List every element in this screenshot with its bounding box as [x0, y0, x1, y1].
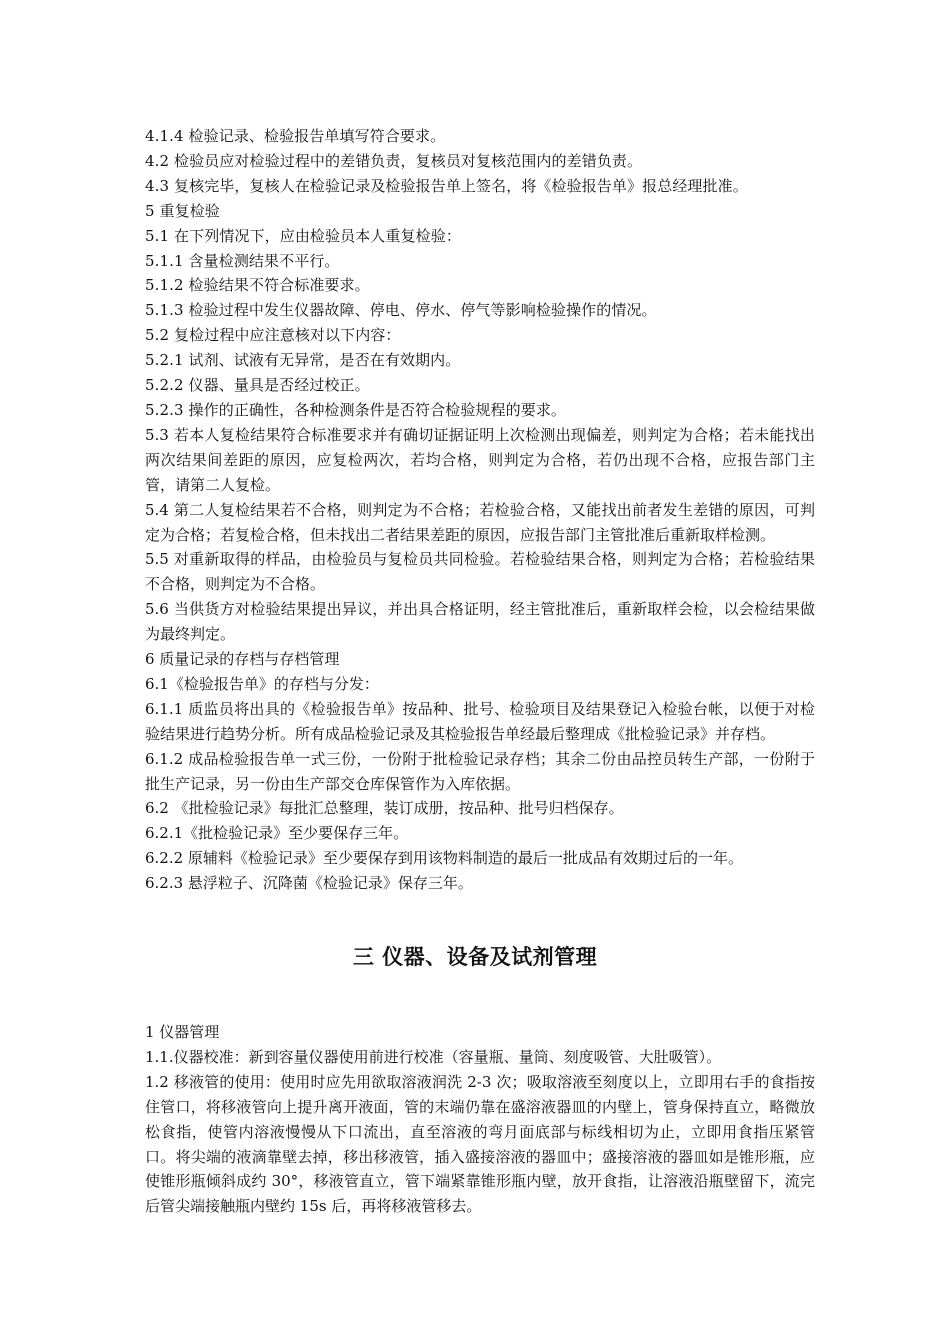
paragraph: 5.4 第二人复检结果若不合格，则判定为不合格；若检验合格，又能找出前者发生差错的原因，可判定为合格；若复检合格，但未找出二者结果差距的原因，应报告部门主管批准后重新取样检测。	[145, 500, 815, 544]
text-line: 5.1.1 含量检测结果不平行。	[145, 251, 340, 270]
text-line: 5.1.2 检验结果不符合标准要求。	[145, 276, 370, 295]
paragraph: 6.1.2 成品检验报告单一式三份，一份附于批检验记录存档；其余二份由品控员转生产部，一份附于批生产记录，另一份由生产部交仓库保管作为入库依据。	[145, 749, 815, 793]
paragraph: 6.2 《批检验记录》每批汇总整理，装订成册，按品种、批号归档保存。	[145, 799, 624, 818]
section-heading: 1 仪器管理	[145, 1023, 220, 1041]
body-text-lower	[145, 1020, 815, 1219]
paragraph: 5.5 对重新取得的样品，由检验员与复检员共同检验。若检验结果合格，则判定为合格；若检验结果不合格，则判定为不合格。	[145, 550, 815, 594]
text-line: 5.2.2 仪器、量具是否经过校正。	[145, 376, 370, 395]
section-heading: 6 质量记录的存档与存档管理	[145, 650, 340, 669]
section-heading: 5 重复检验	[145, 201, 220, 220]
paragraph: 6.1《检验报告单》的存档与分发：	[145, 674, 379, 693]
text-line: 5.1.3 检验过程中发生仪器故障、停电、停水、停气等影响检验操作的情况。	[145, 301, 657, 320]
chapter-title: 三 仪器、设备及试剂管理	[352, 945, 598, 969]
paragraph: 5.3 若本人复检结果符合标准要求并有确切证据证明上次检测出现偏差，则判定为合格；若未能找出两次结果间差距的原因，应复检两次，若均合格，则判定为合格，若仍出现不合格，应报告部门主管，请第二人复检。	[145, 425, 815, 494]
text-line: 5.1 在下列情况下，应由检验员本人重复检验：	[145, 226, 461, 245]
text-line: 4.2 检验员应对检验过程中的差错负责，复核员对复核范围内的差错负责。	[145, 151, 643, 170]
text-line: 4.3 复核完毕，复核人在检验记录及检验报告单上签名，将《检验报告单》报总经理批准。	[145, 176, 748, 195]
paragraph: 6.2.1《批检验记录》至少要保存三年。	[145, 824, 409, 843]
paragraph: 6.2.3 悬浮粒子、沉降菌《检验记录》保存三年。	[145, 874, 473, 893]
text-line: 5.2.3 操作的正确性，各种检测条件是否符合检验规程的要求。	[145, 400, 567, 419]
text-line: 5.2 复检过程中应注意核对以下内容：	[145, 326, 401, 345]
body-text-upper	[145, 124, 815, 896]
text-line: 5.2.1 试剂、试液有无异常，是否在有效期内。	[145, 351, 461, 370]
paragraph: 6.2.2 原辅料《检验记录》至少要保存到用该物料制造的最后一批成品有效期过后的一年。	[145, 849, 743, 868]
paragraph: 1.1.仪器校准：新到容量仪器使用前进行校准（容量瓶、量筒、刻度吸管、大肚吸管）。	[145, 1047, 722, 1066]
text-line: 4.1.4 检验记录、检验报告单填写符合要求。	[145, 127, 446, 145]
paragraph: 5.6 当供货方对检验结果提出异议，并出具合格证明，经主管批准后，重新取样会检，以会检结果做为最终判定。	[145, 600, 815, 644]
paragraph: 1.2 移液管的使用：使用时应先用欲取溶液润洗 2-3 次；吸取溶液至刻度以上，立即用右手的食指按住管口，将移液管向上提升离开液面，管的末端仍靠在盛溶液器皿的内壁上，管身保持直立，略微放松食指，使管内溶液慢慢从下口流出，直至溶液的弯月面底部与标线相切为止，立即用食指压紧管口。将尖端的液滴靠壁去掉，移出移液管，插入盛接溶液的器皿中；盛接溶液的器皿如是锥形瓶，应使锥形瓶倾斜成约 30°，移液管直立，管下端紧靠锥形瓶内壁，放开食指，让溶液沿瓶壁留下，流完后管尖端接触瓶内壁约 15s 后，再将移液管移去。	[145, 1072, 815, 1216]
paragraph: 6.1.1 质监员将出具的《检验报告单》按品种、批号、检验项目及结果登记入检验台帐，以便于对检验结果进行趋势分析。所有成品检验记录及其检验报告单经最后整理成《批检验记录》并存档。	[145, 699, 815, 743]
